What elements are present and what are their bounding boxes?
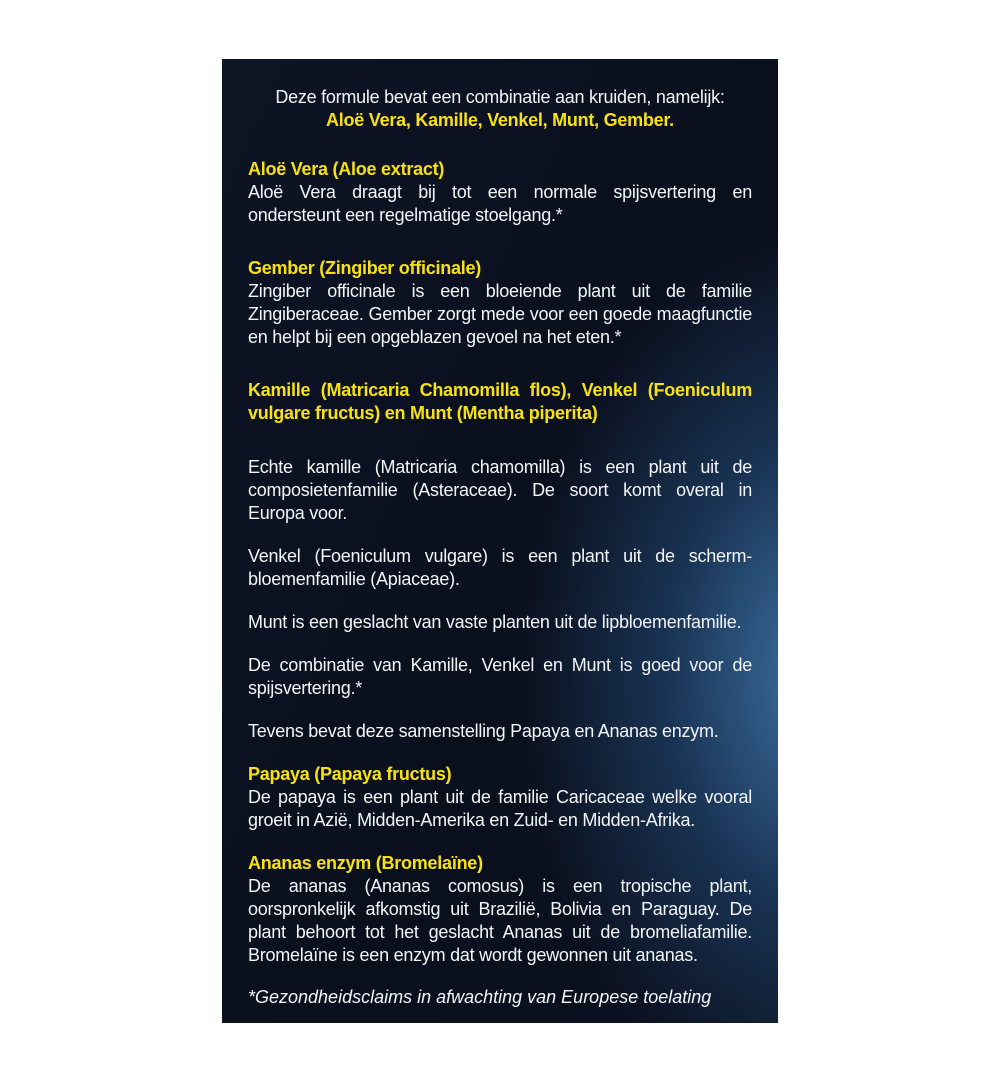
section-paragraph: Zingiber officinale is een bloeiende plant uit de familie Zingiberaceae. Gember zorgt mede voor een goede maagfunctie en helpt bij een opgeblazen gevoel na het eten.* bbox=[248, 281, 752, 347]
section-paragraph: De papaya is een plant uit de familie Caricaceae welke vooral groeit in Azië, Midden-Amerika en Zuid- en Midden-Afrika. bbox=[248, 787, 752, 830]
section-aloe-vera bbox=[248, 158, 752, 227]
section-paragraph: Munt is een geslacht van vaste planten uit de lipbloemenfamilie. bbox=[248, 612, 742, 632]
health-claims-footnote: *Gezondheidsclaims in afwachting van Europese toelating bbox=[248, 987, 712, 1007]
section-heading-ananas-enzym: Ananas enzym (Bromelaïne) bbox=[248, 853, 483, 873]
section-paragraph: Venkel (Foeniculum vulgare) is een plant uit de scherm-bloemenfamilie (Apiaceae). bbox=[248, 546, 752, 589]
section-heading-gember: Gember (Zingiber officinale) bbox=[248, 258, 482, 278]
section-gember bbox=[248, 257, 752, 349]
section-heading-papaya: Papaya (Papaya fructus) bbox=[248, 764, 452, 784]
section-heading-aloe-vera: Aloë Vera (Aloe extract) bbox=[248, 159, 445, 179]
supplement-label-panel bbox=[222, 59, 778, 1023]
section-heading-kamille-venkel-munt: Kamille (Matricaria Chamomilla flos), Venkel (Foeniculum vulgare fructus) en Munt (Mentha piperita) bbox=[248, 380, 752, 423]
section-kamille-venkel-munt bbox=[248, 379, 752, 743]
section-papaya bbox=[248, 763, 752, 832]
intro-block bbox=[248, 86, 752, 132]
section-ananas-enzym bbox=[248, 852, 752, 967]
intro-herbs-list: Aloë Vera, Kamille, Venkel, Munt, Gember. bbox=[326, 110, 674, 130]
section-paragraph: Aloë Vera draagt bij tot een normale spijsvertering en ondersteunt een regelmatige stoelgang.* bbox=[248, 182, 752, 225]
section-paragraph: De ananas (Ananas comosus) is een tropische plant, oorspronkelijk afkomstig uit Brazilië, Bolivia en Paraguay. De plant behoort tot het geslacht Ananas uit de bromeliafamilie. Bromelaïne is een enzym dat wordt gewonnen uit ananas. bbox=[248, 876, 752, 965]
intro-text: Deze formule bevat een combinatie aan kruiden, namelijk: bbox=[275, 87, 725, 107]
section-paragraph: De combinatie van Kamille, Venkel en Munt is goed voor de spijsvertering.* bbox=[248, 655, 752, 698]
section-paragraph: Tevens bevat deze samenstelling Papaya en Ananas enzym. bbox=[248, 721, 719, 741]
section-paragraph: Echte kamille (Matricaria chamomilla) is een plant uit de composietenfamilie (Asteraceae). De soort komt overal in Europa voor. bbox=[248, 457, 752, 523]
